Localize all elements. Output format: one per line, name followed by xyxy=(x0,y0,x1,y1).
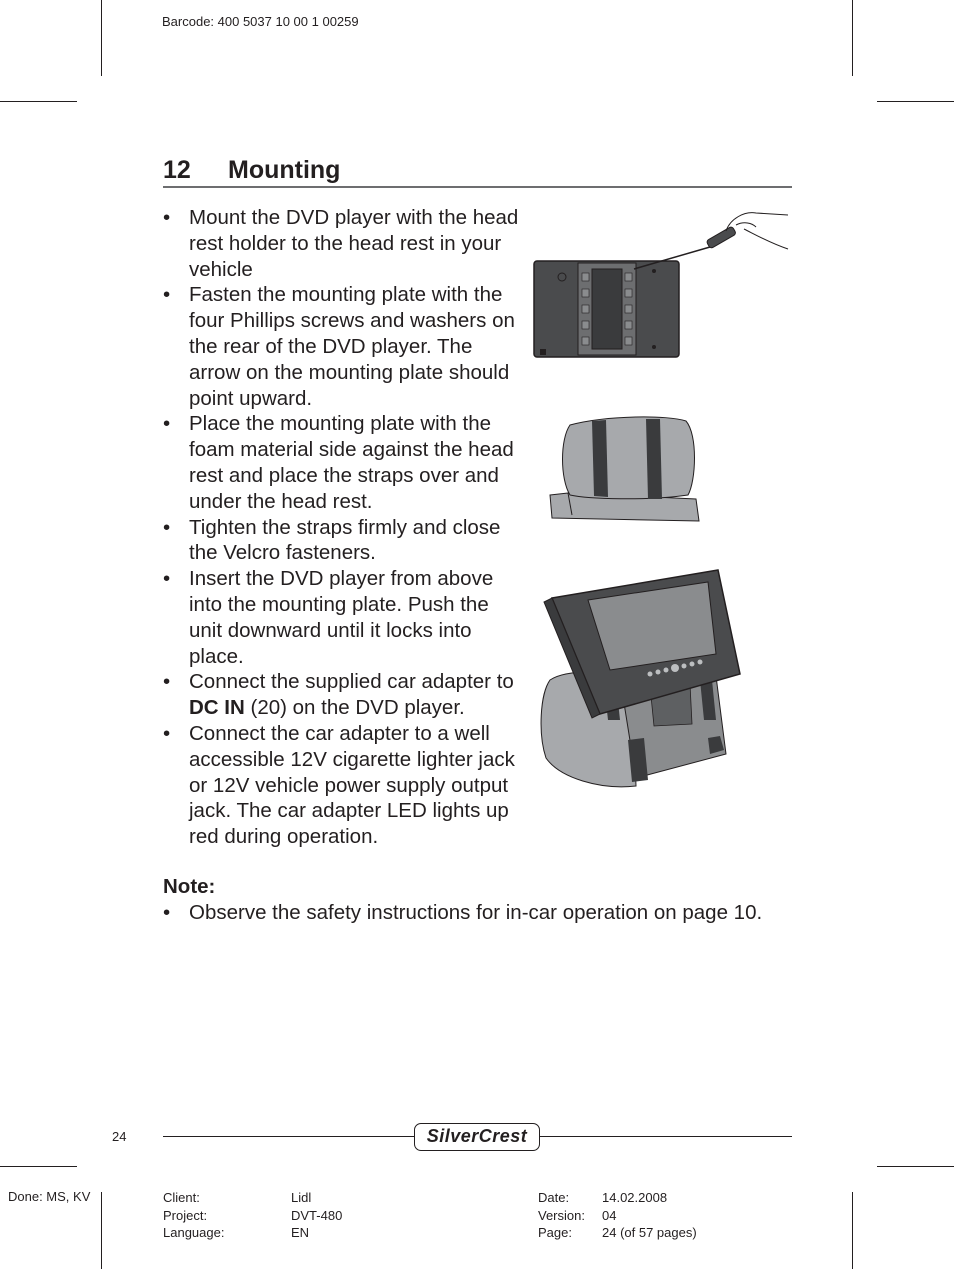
date-label: Date: xyxy=(538,1190,570,1205)
crop-mark xyxy=(877,1166,954,1167)
step-text-after: (20) on the DVD player. xyxy=(244,696,465,720)
note-list xyxy=(163,900,803,926)
page-number: 24 xyxy=(112,1129,127,1144)
section-heading xyxy=(163,156,792,188)
project-value: DVT-480 xyxy=(291,1207,343,1223)
crop-mark xyxy=(0,101,77,102)
meta-values-right xyxy=(602,1189,697,1242)
version-label: Version: xyxy=(538,1207,585,1223)
meta-labels-left xyxy=(163,1189,224,1242)
dvd-player-mounted-illustration xyxy=(540,568,745,790)
done-by: Done: MS, KV xyxy=(8,1189,91,1204)
section-title: Mounting xyxy=(228,156,341,184)
headrest-straps-illustration xyxy=(548,415,703,525)
version-value: 04 xyxy=(602,1207,617,1223)
crop-mark xyxy=(101,0,102,76)
list-item: • Mount the DVD player with the head rest holder to the head rest in your vehicle xyxy=(163,205,523,282)
list-item: • Place the mounting plate with the foam material side against the head rest and place the straps over and under the head rest. xyxy=(163,411,523,514)
client-value: Lidl xyxy=(291,1190,312,1205)
language-value: EN xyxy=(291,1225,310,1240)
meta-values-left xyxy=(291,1189,342,1242)
dc-in-label: DC IN xyxy=(189,696,245,720)
section-number: 12 xyxy=(163,156,191,184)
barcode-text: Barcode: 400 5037 10 00 1 00259 xyxy=(162,14,359,29)
date-value: 14.02.2008 xyxy=(602,1190,668,1205)
crop-mark xyxy=(0,1166,77,1167)
list-item xyxy=(163,669,523,721)
instruction-list xyxy=(163,205,523,850)
crop-mark xyxy=(852,0,853,76)
list-item: • Insert the DVD player from above into the mounting plate. Push the unit downward until it locks into place. xyxy=(163,566,523,669)
list-item: • Tighten the straps firmly and close the Velcro fasteners. xyxy=(163,515,523,567)
meta-labels-right xyxy=(538,1189,585,1242)
project-label: Project: xyxy=(163,1207,208,1223)
list-item: • Fasten the mounting plate with the four Phillips screws and washers on the rear of the DVD player. The arrow on the mounting plate should point upward. xyxy=(163,282,523,411)
list-item: • Connect the car adapter to a well accessible 12V cigarette lighter jack or 12V vehicle power supply output jack. The car adapter LED lights up red during operation. xyxy=(163,721,523,850)
crop-mark xyxy=(852,1192,853,1269)
page-value: 24 (of 57 pages) xyxy=(602,1225,697,1240)
silvercrest-logo: SilverCrest xyxy=(414,1123,540,1151)
step-text-before: Connect the supplied car adapter to xyxy=(189,670,514,694)
list-item: • Observe the safety instructions for in-car operation on page 10. xyxy=(163,900,803,926)
note-title: Note: xyxy=(163,875,216,898)
crop-mark xyxy=(101,1192,102,1269)
page-label: Page: xyxy=(538,1225,572,1240)
client-label: Client: xyxy=(163,1190,200,1205)
language-label: Language: xyxy=(163,1225,225,1240)
mounting-plate-illustration xyxy=(530,205,792,363)
crop-mark xyxy=(877,101,954,102)
